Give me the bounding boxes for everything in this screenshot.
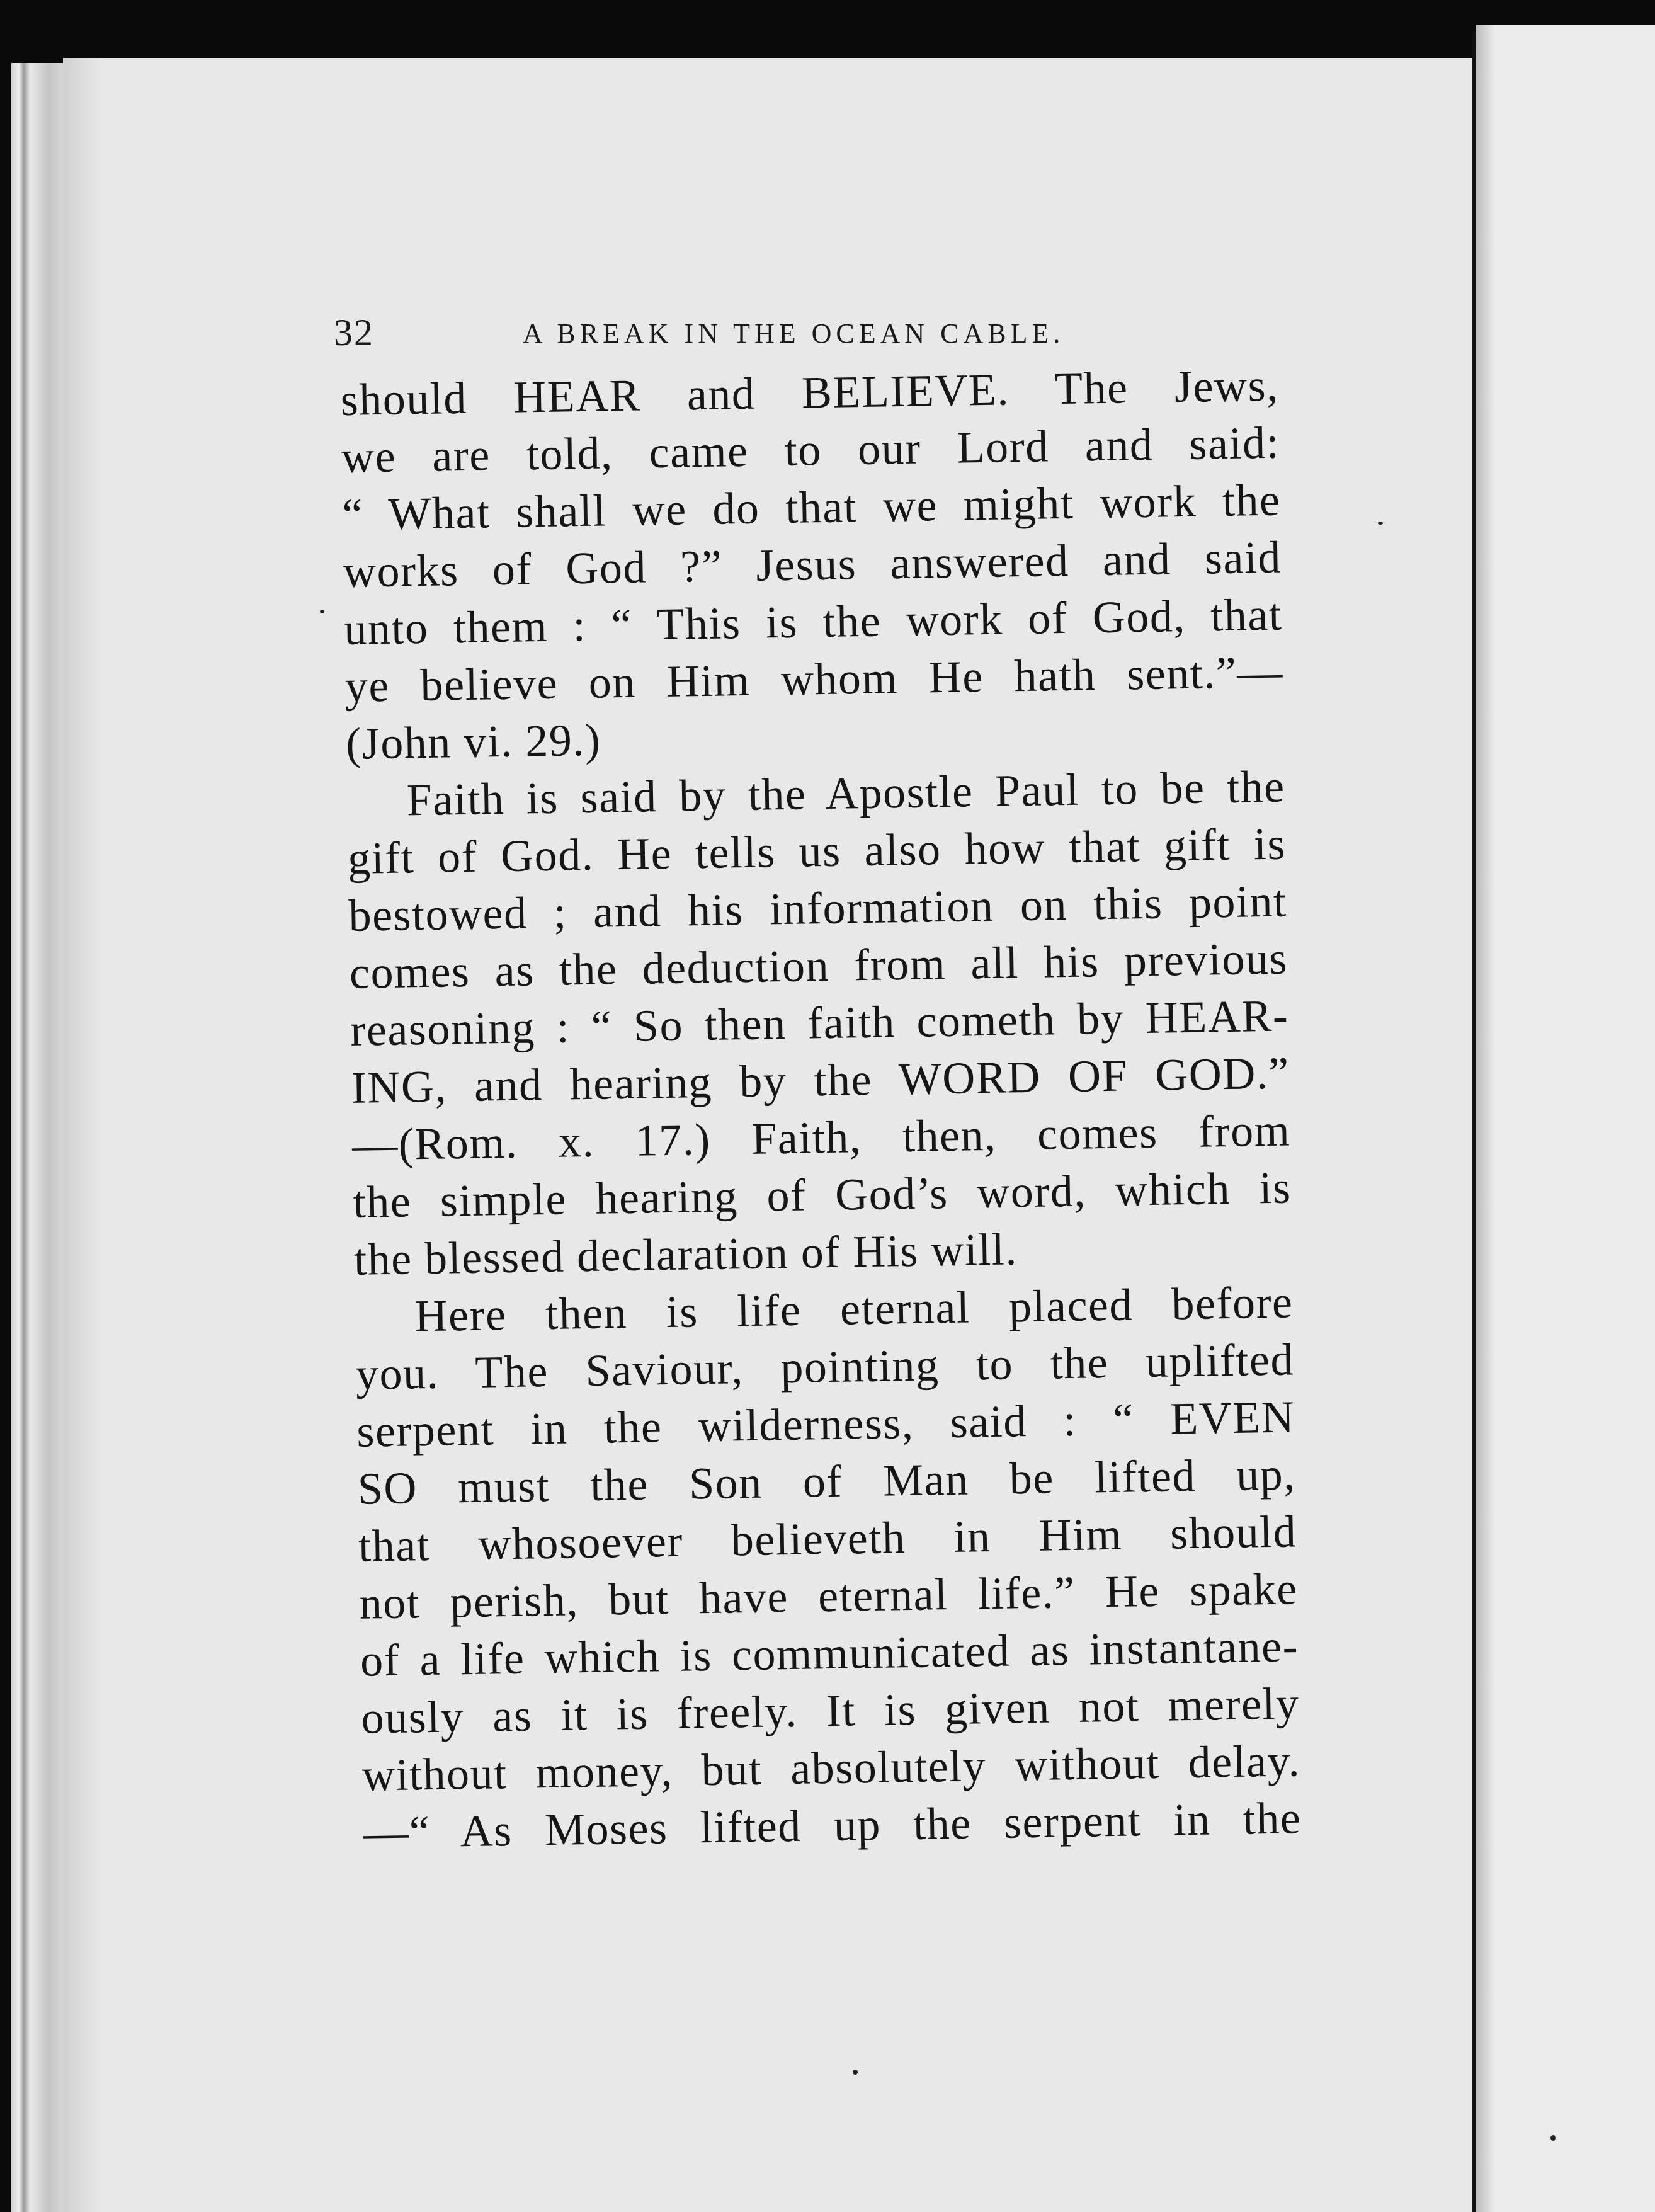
text-line: “ What shall we do that we might work the <box>341 474 1282 540</box>
text-line: bestowed ; and his information on this point <box>348 875 1288 941</box>
text-line: comes as the deduction from all his previous <box>349 933 1288 998</box>
text-line: Faith is said by the Apostle Paul to be the <box>406 761 1286 826</box>
text-line: —“ As Moses lifted up the serpent in the <box>362 1793 1302 1858</box>
text-line: without money, but absolutely without delay. <box>361 1735 1301 1801</box>
text-line: serpent in the wilderness, said : “ EVEN <box>356 1391 1295 1457</box>
text-line: works of God ?” Jesus answered and said <box>343 532 1282 597</box>
text-line: unto them : “ This is the work of God, that <box>343 589 1283 654</box>
facing-page-shadow <box>1476 25 1495 2212</box>
text-line: the blessed declaration of His will. <box>353 1224 1018 1285</box>
ink-speck <box>853 2070 858 2075</box>
text-line: should HEAR and BELIEVE. The Jews, <box>340 360 1280 425</box>
ink-speck <box>1550 2135 1556 2141</box>
body-text <box>340 357 1302 1862</box>
text-line: ously as it is freely. It is given not merely <box>360 1678 1300 1743</box>
facing-page <box>1476 25 1655 2212</box>
ink-speck <box>320 610 324 613</box>
text-line: SO must the Son of Man be lifted up, <box>357 1449 1297 1514</box>
text-line: not perish, but have eternal life.” He spake <box>359 1563 1299 1629</box>
text-line: of a life which is communicated as instantane- <box>360 1621 1299 1686</box>
text-line: (John vi. 29.) <box>345 714 601 769</box>
page-shadow <box>63 58 101 2212</box>
text-line: that whosoever believeth in Him should <box>358 1506 1297 1571</box>
text-line: reasoning : “ So then faith cometh by HEAR- <box>350 990 1289 1056</box>
text-line: we are told, came to our Lord and said: <box>341 417 1280 482</box>
ink-speck <box>1378 522 1383 525</box>
text-line: ye believe on Him whom He hath sent.”— <box>344 646 1284 712</box>
text-line: ING, and hearing by the WORD OF GOD.” <box>351 1047 1290 1113</box>
text-line: Here then is life eternal placed before <box>414 1277 1294 1342</box>
page-number: 32 <box>334 312 374 353</box>
running-title: A BREAK IN THE OCEAN CABLE. <box>523 318 1065 349</box>
text-line: you. The Saviour, pointing to the uplifted <box>355 1334 1295 1400</box>
text-line: —(Rom. x. 17.) Faith, then, comes from <box>351 1105 1291 1170</box>
text-line: gift of God. He tells us also how that gift is <box>347 818 1287 884</box>
page-edges <box>11 63 68 2212</box>
text-line: the simple hearing of God’s word, which is <box>353 1162 1292 1228</box>
running-head <box>334 311 1297 355</box>
